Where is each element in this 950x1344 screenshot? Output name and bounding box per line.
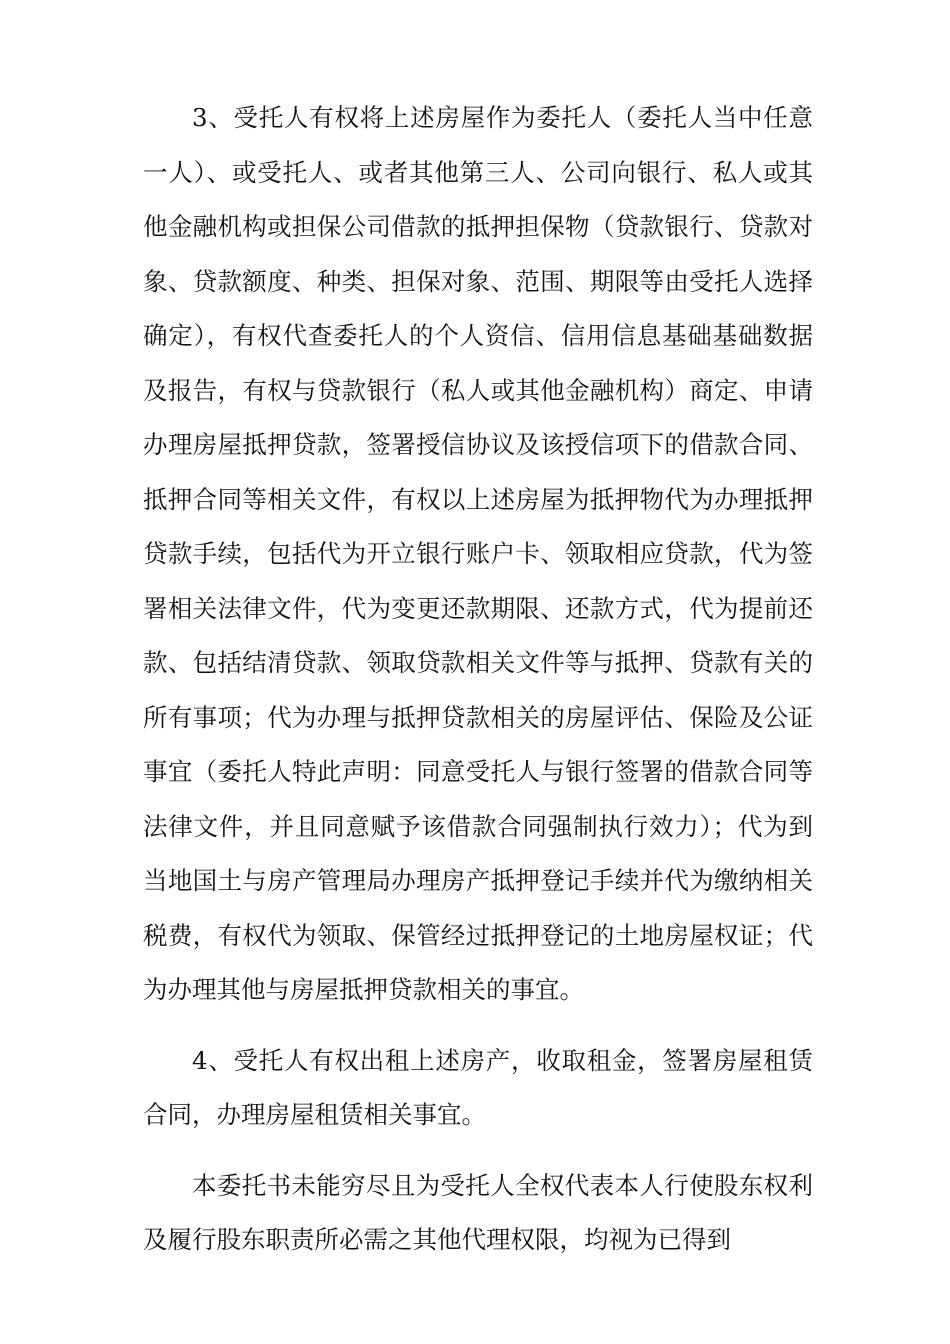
paragraph-clause-4: 4、受托人有权出租上述房产，收取租金，签署房屋租赁合同，办理房屋租赁相关事宜。 bbox=[143, 1045, 813, 1129]
paragraph-clause-3: 3、受托人有权将上述房屋作为委托人（委托人当中任意一人）、或受托人、或者其他第三人、公司向银行、私人或其他金融机构或担保公司借款的抵押担保物（贷款银行、贷款对象、贷款额度、种类、担保对象、范围、期限等由受托人选择确定），有权代查委托人的个人资信、信用信息基础基础数据及报告，有权与贷款银行（私人或其他金融机构）商定、申请办理房屋抵押贷款，签署授信协议及该授信项下的借款合同、抵押合同等相关文件，有权以上述房屋为抵押物代为办理抵押贷款手续，包括代为开立银行账户卡、领取相应贷款，代为签署相关法律文件，代为变更还款期限、还款方式，代为提前还款、包括结清贷款、领取贷款相关文件等与抵押、贷款有关的所有事项；代为办理与抵押贷款相关的房屋评估、保险及公证事宜（委托人特此声明：同意受托人与银行签署的借款合同等法律文件，并且同意赋予该借款合同强制执行效力）；代为到当地国土与房产管理局办理房产抵押登记手续并代为缴纳相关税费，有权代为领取、保管经过抵押登记的土地房屋权证；代为办理其他与房屋抵押贷款相关的事宜。 bbox=[143, 103, 813, 1004]
paragraph-scope-statement: 本委托书未能穷尽且为受托人全权代表本人行使股东权利及履行股东职责所必需之其他代理权限，均视为已得到 bbox=[143, 1170, 813, 1254]
document-body bbox=[143, 91, 813, 1284]
